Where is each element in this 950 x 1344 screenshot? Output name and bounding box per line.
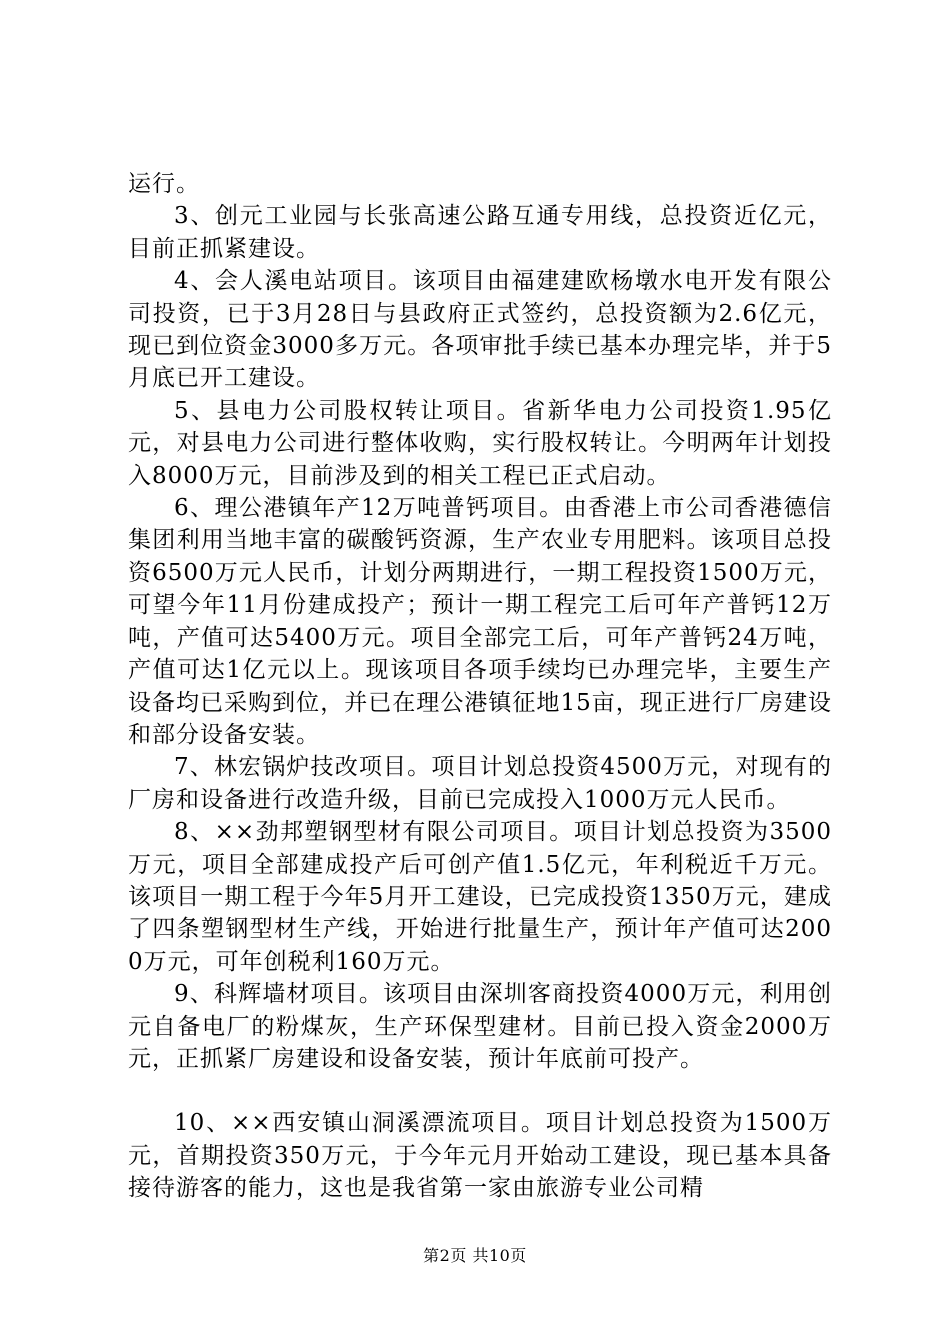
paragraph-item-5: 5、县电力公司股权转让项目。省新华电力公司投资1.95亿元，对县电力公司进行整体收购，实行股权转让。今明两年计划投入8000万元，目前涉及到的相关工程已正式启动。 xyxy=(128,397,832,489)
paragraph-item-8: 8、××劲邦塑钢型材有限公司项目。项目计划总投资为3500万元，项目全部建成投产后可创产值1.5亿元，年利税近千万元。该项目一期工程于今年5月开工建设，已完成投资1350万元，建成了四条塑钢型材生产线，开始进行批量生产，预计年产值可达2000万元，可年创税利160万元。 xyxy=(128,819,832,975)
paragraph-item-3: 3、创元工业园与长张高速公路互通专用线，总投资近亿元，目前正抓紧建设。 xyxy=(128,203,832,262)
document-body xyxy=(128,168,832,1205)
paragraph-item-4: 4、会人溪电站项目。该项目由福建建欧杨墩水电开发有限公司投资，已于3月28日与县政府正式签约，总投资额为2.6亿元，现已到位资金3000多万元。各项审批手续已基本办理完毕，并于5月底已开工建设。 xyxy=(128,268,832,392)
paragraph-spacer xyxy=(128,1075,832,1107)
page-footer: 第2页 共10页 xyxy=(423,1246,527,1265)
paragraph-item-7: 7、林宏锅炉技改项目。项目计划总投资4500万元，对现有的厂房和设备进行改造升级，目前已完成投入1000万元人民币。 xyxy=(128,754,832,813)
paragraph-item-10: 10、××西安镇山洞溪漂流项目。项目计划总投资为1500万元，首期投资350万元，于今年元月开始动工建设，现已基本具备接待游客的能力，这也是我省第一家由旅游专业公司精 xyxy=(128,1110,832,1202)
paragraph-item-9: 9、科辉墙材项目。该项目由深圳客商投资4000万元，利用创元自备电厂的粉煤灰，生产环保型建材。目前已投入资金2000万元，正抓紧厂房建设和设备安装，预计年底前可投产。 xyxy=(128,981,832,1072)
paragraph-continuation: 运行。 xyxy=(128,171,200,197)
paragraph-item-6: 6、理公港镇年产12万吨普钙项目。由香港上市公司香港德信集团利用当地丰富的碳酸钙资源，生产农业专用肥料。该项目总投资6500万元人民币，计划分两期进行，一期工程投资1500万元，可望今年11月份建成投产；预计一期工程完工后可年产普钙12万吨，产值可达5400万元。项目全部完工后，可年产普钙24万吨，产值可达1亿元以上。现该项目各项手续均已办理完毕，主要生产设备均已采购到位，并已在理公港镇征地15亩，现正进行厂房建设和部分设备安装。 xyxy=(128,495,832,748)
